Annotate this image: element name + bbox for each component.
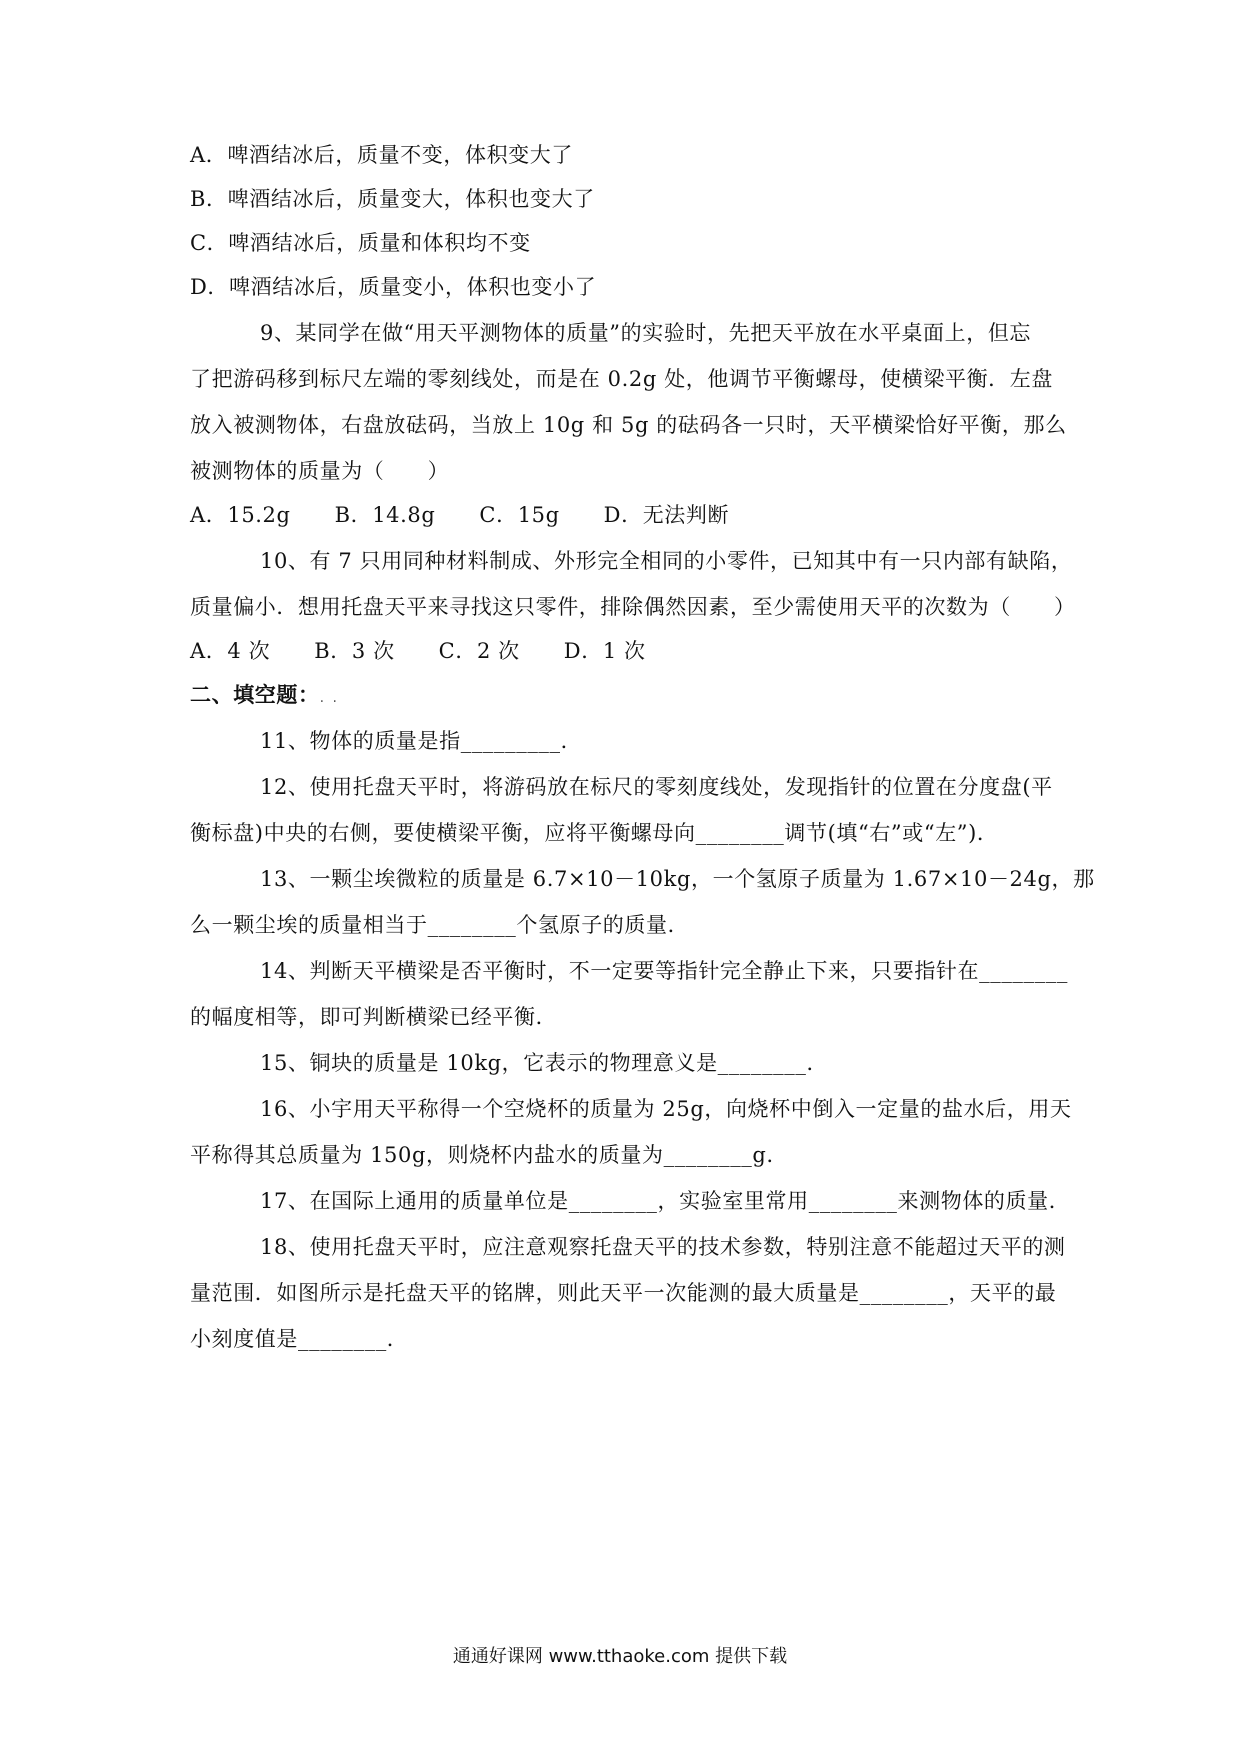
q10-line-2: 质量偏小．想用托盘天平来寻找这只零件，排除偶然因素，至少需使用天平的次数为（ ） — [190, 595, 1076, 619]
q11: 11、物体的质量是指_________． — [260, 729, 583, 753]
q9-line-4: 被测物体的质量为（ ） — [190, 459, 450, 483]
q17: 17、在国际上通用的质量单位是________，实验室里常用________来测物体的质量． — [260, 1189, 1071, 1213]
q10-option-c: C．2 次 — [438, 639, 520, 663]
q8-option-d: D．啤酒结冰后，质量变小，体积也变小了 — [190, 275, 597, 299]
q18-line-3: 小刻度值是________． — [190, 1327, 409, 1351]
q9-option-c: C．15g — [479, 503, 560, 527]
section-dots: . . — [319, 690, 339, 706]
q10-options — [190, 636, 1060, 666]
q14-line-1: 14、判断天平横梁是否平衡时，不一定要等指针完全静止下来，只要指针在________ — [260, 959, 1068, 983]
q9-option-a: A．15.2g — [190, 503, 291, 527]
q8-option-c: C．啤酒结冰后，质量和体积均不变 — [190, 231, 531, 255]
section-title: 二、填空题： — [190, 683, 320, 707]
q10-option-d: D．1 次 — [563, 639, 646, 663]
q15: 15、铜块的质量是 10kg，它表示的物理意义是________． — [260, 1051, 829, 1075]
q9-line-2: 了把游码移到标尺左端的零刻线处，而是在 0.2g 处，他调节平衡螺母，使横梁平衡．左盘 — [190, 367, 1053, 391]
q10-option-b: B．3 次 — [314, 639, 395, 663]
section-heading — [190, 680, 1060, 713]
q13-line-1: 13、一颗尘埃微粒的质量是 6.7×10－10kg，一个氢原子质量为 1.67×10－24g，那 — [260, 867, 1095, 891]
q12-line-2: 衡标盘)中央的右侧，要使横梁平衡，应将平衡螺母向________调节(填“右”或“左”)． — [190, 821, 999, 845]
q9-line-1: 9、某同学在做“用天平测物体的质量”的实验时，先把天平放在水平桌面上，但忘 — [260, 321, 1032, 345]
q9-line-3: 放入被测物体，右盘放砝码，当放上 10g 和 5g 的砝码各一只时，天平横梁恰好平衡，那么 — [190, 413, 1067, 437]
q10-line-1: 10、有 7 只用同种材料制成、外形完全相同的小零件，已知其中有一只内部有缺陷， — [260, 549, 1073, 573]
q16-line-1: 16、小宇用天平称得一个空烧杯的质量为 25g，向烧杯中倒入一定量的盐水后，用天 — [260, 1097, 1072, 1121]
q9-option-d: D．无法判断 — [603, 503, 730, 527]
q12-line-1: 12、使用托盘天平时，将游码放在标尺的零刻度线处，发现指针的位置在分度盘(平 — [260, 775, 1053, 799]
q16-line-2: 平称得其总质量为 150g，则烧杯内盐水的质量为________g． — [190, 1143, 789, 1167]
q9-options — [190, 500, 1060, 530]
q8-option-a: A．啤酒结冰后，质量不变，体积变大了 — [190, 143, 573, 167]
q13-line-2: 么一颗尘埃的质量相当于________个氢原子的质量． — [190, 913, 690, 937]
q18-line-2: 量范围．如图所示是托盘天平的铭牌，则此天平一次能测的最大质量是________，天平的最 — [190, 1281, 1057, 1305]
q14-line-2: 的幅度相等，即可判断横梁已经平衡． — [190, 1005, 558, 1029]
page-footer: 通通好课网 www.tthaoke.com 提供下载 — [452, 1646, 788, 1667]
q8-option-b: B．啤酒结冰后，质量变大，体积也变大了 — [190, 187, 595, 211]
q18-line-1: 18、使用托盘天平时，应注意观察托盘天平的技术参数，特别注意不能超过天平的测 — [260, 1235, 1066, 1259]
q10-option-a: A．4 次 — [190, 639, 271, 663]
q9-option-b: B．14.8g — [334, 503, 436, 527]
